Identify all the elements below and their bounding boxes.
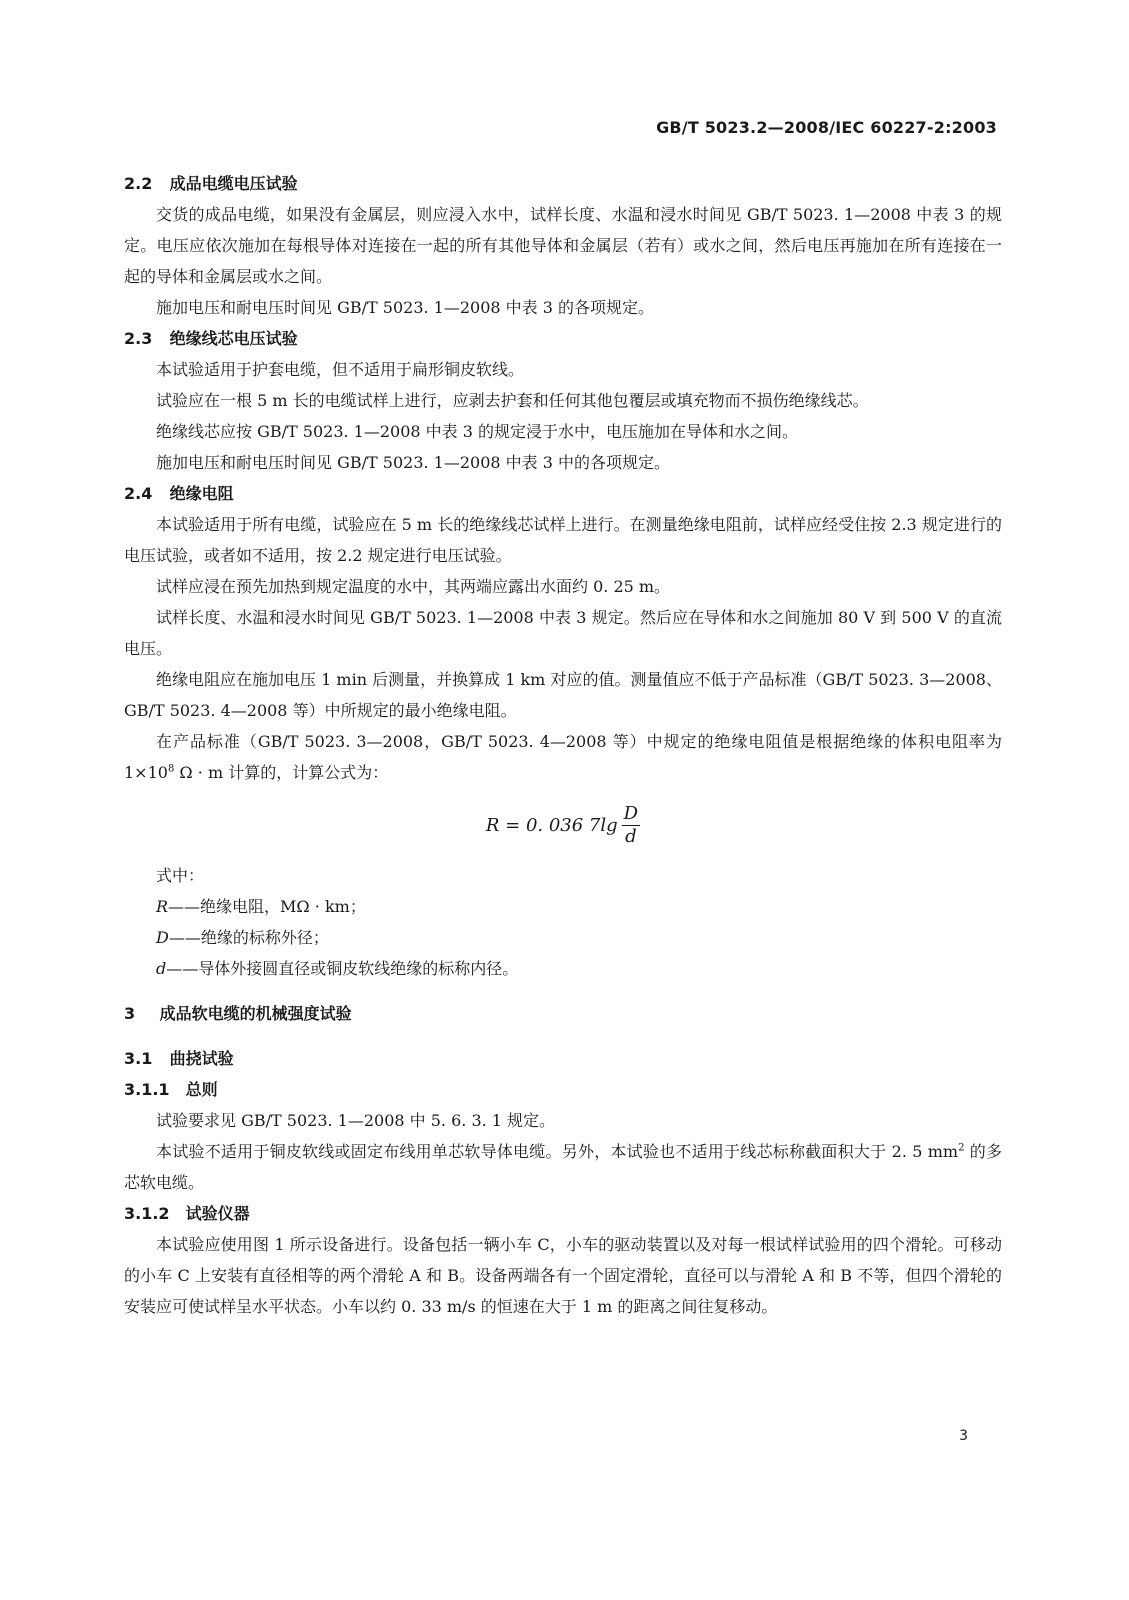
symbol: d [156,959,167,978]
formula-denominator: d [625,825,637,847]
paragraph [124,1136,1002,1198]
where-item [124,922,1002,953]
section-heading-2-2 [124,168,1002,199]
section-number: 3 [124,1004,136,1023]
paragraph: 交货的成品电缆，如果没有金属层，则应浸入水中，试样长度、水温和浸水时间见 GB/T 5023. 1—2008 中表 3 的规定。电压应依次施加在每根导体对连接在一起的所有其他导体和金属层（若有）或水之间，然后电压再施加在所有连接在一起的导体和金属层或水之间。 [124,205,1002,286]
paragraph: 施加电压和耐电压时间见 GB/T 5023. 1—2008 中表 3 的各项规定。 [156,298,655,317]
section-number: 2.2 [124,174,153,193]
section-number: 2.3 [124,329,153,348]
section-title: 绝缘线芯电压试验 [169,329,298,348]
where-item [124,891,1002,922]
text-segment: 的多芯软电缆。 [124,1142,1002,1192]
standard-code-header: GB/T 5023.2—2008/IEC 60227-2:2003 [656,118,997,137]
section-number: 3.1 [124,1049,153,1068]
symbol-description: ——导体外接圆直径或铜皮软线绝缘的标称内径。 [166,959,519,978]
formula-numerator: D [623,802,639,824]
symbol-description: ——绝缘的标称外径； [168,928,329,947]
section-heading-3-1-1 [124,1074,1002,1105]
text-segment: 本试验不适用于铜皮软线或固定布线用单芯软导体电缆。另外，本试验也不适用于线芯标称截面积大于 2. 5 mm [156,1142,959,1161]
superscript: 2 [958,1142,965,1154]
insulation-resistance-formula [124,794,1002,856]
paragraph: 绝缘线芯应按 GB/T 5023. 1—2008 中表 3 的规定浸于水中，电压施加在导体和水之间。 [156,422,799,441]
paragraph: 试验应在一根 5 m 长的电缆试样上进行，应剥去护套和任何其他包覆层或填充物而不损伤绝缘线芯。 [156,391,869,410]
paragraph: 本试验适用于护套电缆，但不适用于扁形铜皮软线。 [156,360,525,379]
formula-lhs: R = 0. 036 7lg [485,814,618,836]
superscript: 8 [167,763,175,775]
section-heading-3-1 [124,1043,1002,1074]
symbol: D [156,928,169,947]
paragraph: 本试验应使用图 1 所示设备进行。设备包括一辆小车 C，小车的驱动装置以及对每一根试样试验用的四个滑轮。可移动的小车 C 上安装有直径相等的两个滑轮 A 和 B。设备两端各有一个固定滑轮，直径可以与滑轮 A 和 B 不等，但四个滑轮的安装应可使试样呈水平状态。小车以约 0. 33 m/s 的恒速在大于 1 m 的距离之间往复移动。 [124,1235,1002,1316]
section-title: 绝缘电阻 [169,484,234,503]
text-segment: Ω · m 计算的，计算公式为： [174,763,389,782]
paragraph: 本试验适用于所有电缆，试验应在 5 m 长的绝缘线芯试样上进行。在测量绝缘电阻前，试样应经受住按 2.3 规定进行的电压试验，或者如不适用，按 2.2 规定进行电压试验。 [124,515,1002,565]
section-number: 3.1.2 [124,1204,170,1223]
text-segment: 在产品标准（GB/T 5023. 3—2008，GB/T 5023. 4—2008 等）中规定的绝缘电阻值是根据绝缘的体积电阻率为 1×10 [124,732,1002,782]
page-content [124,168,1002,1322]
section-heading-3-1-2 [124,1198,1002,1229]
paragraph: 试样应浸在预先加热到规定温度的水中，其两端应露出水面约 0. 25 m。 [156,577,671,596]
section-heading-3 [124,998,1002,1029]
section-title: 总则 [185,1080,218,1099]
page-number: 3 [959,1428,968,1444]
paragraph: 试验要求见 GB/T 5023. 1—2008 中 5. 6. 3. 1 规定。 [156,1111,556,1130]
section-number: 3.1.1 [124,1080,170,1099]
section-title: 试验仪器 [185,1204,250,1223]
section-number: 2.4 [124,484,153,503]
section-heading-2-4 [124,478,1002,509]
section-heading-2-3 [124,323,1002,354]
paragraph [124,726,1002,788]
paragraph: 试样长度、水温和浸水时间见 GB/T 5023. 1—2008 中表 3 规定。然后应在导体和水之间施加 80 V 到 500 V 的直流电压。 [124,608,1002,658]
symbol-description: ——绝缘电阻，MΩ · km； [168,897,366,916]
where-label: 式中： [156,866,205,885]
paragraph: 绝缘电阻应在施加电压 1 min 后测量，并换算成 1 km 对应的值。测量值应不低于产品标准（GB/T 5023. 3—2008、GB/T 5023. 4—2008 等）中所规定的最小绝缘电阻。 [124,670,1002,720]
section-title: 成品电缆电压试验 [169,174,298,193]
paragraph: 施加电压和耐电压时间见 GB/T 5023. 1—2008 中表 3 中的各项规定。 [156,453,671,472]
section-title: 曲挠试验 [169,1049,234,1068]
symbol: R [156,897,169,916]
section-title: 成品软电缆的机械强度试验 [159,1004,352,1023]
where-item [124,953,1002,984]
formula-fraction [622,803,640,848]
